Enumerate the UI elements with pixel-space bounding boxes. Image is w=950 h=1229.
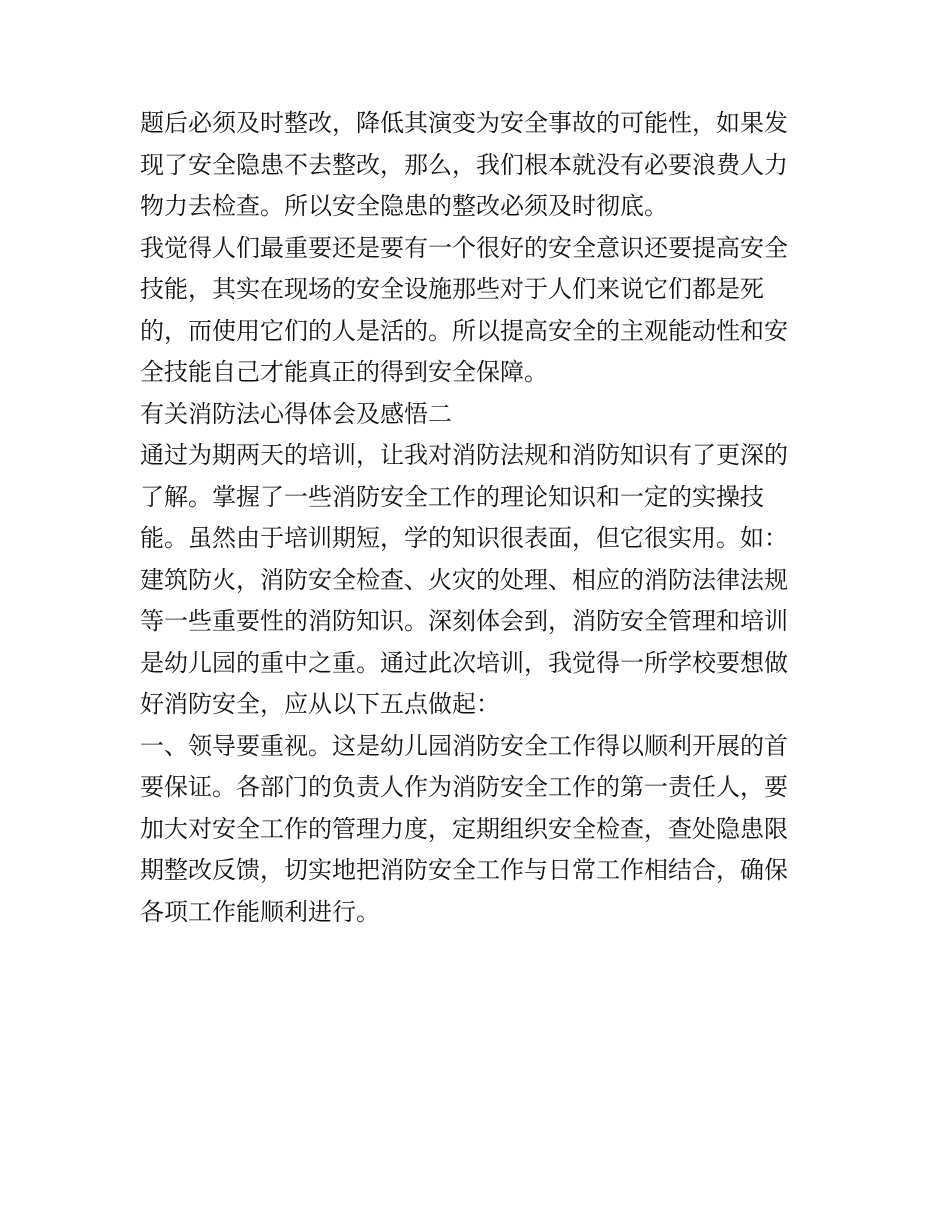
paragraph-safety-awareness: 我觉得人们最重要还是要有一个很好的安全意识还要提高安全 技能，其实在现场的安全设施那些对于人们来说它们都是死 的，而使用它们的人是活的。所以提高安全的主观能动性和安 全技能自己才能真正的得到安全保障。: [140, 233, 788, 386]
paragraph-rectification: 题后必须及时整改，降低其演变为安全事故的可能性，如果发 现了安全隐患不去整改，那么，我们根本就没有必要浪费人力 物力去检查。所以安全隐患的整改必须及时彻底。: [140, 109, 788, 220]
paragraph-point-one: 一、领导要重视。这是幼儿园消防安全工作得以顺利开展的首 要保证。各部门的负责人作为消防安全工作的第一责任人，要 加大对安全工作的管理力度，定期组织安全检查，查处隐患限 期整改反馈，切实地把消防安全工作与日常工作相结合，确保 各项工作能顺利进行。: [140, 731, 788, 926]
document-body: [140, 103, 820, 933]
section-heading: 有关消防法心得体会及感悟二: [140, 399, 452, 428]
paragraph-training: 通过为期两天的培训，让我对消防法规和消防知识有了更深的 了解。掌握了一些消防安全工作的理论知识和一定的实操技 能。虽然由于培训期短，学的知识很表面，但它很实用。如： 建筑防火，消防安全检查、火灾的处理、相应的消防法律法规 等一些重要性的消防知识。深刻体会到，消防安全管理和培训 是幼儿园的重中之重。通过此次培训，我觉得一所学校要想做 好消防安全，应从以下五点做起：: [140, 441, 788, 718]
